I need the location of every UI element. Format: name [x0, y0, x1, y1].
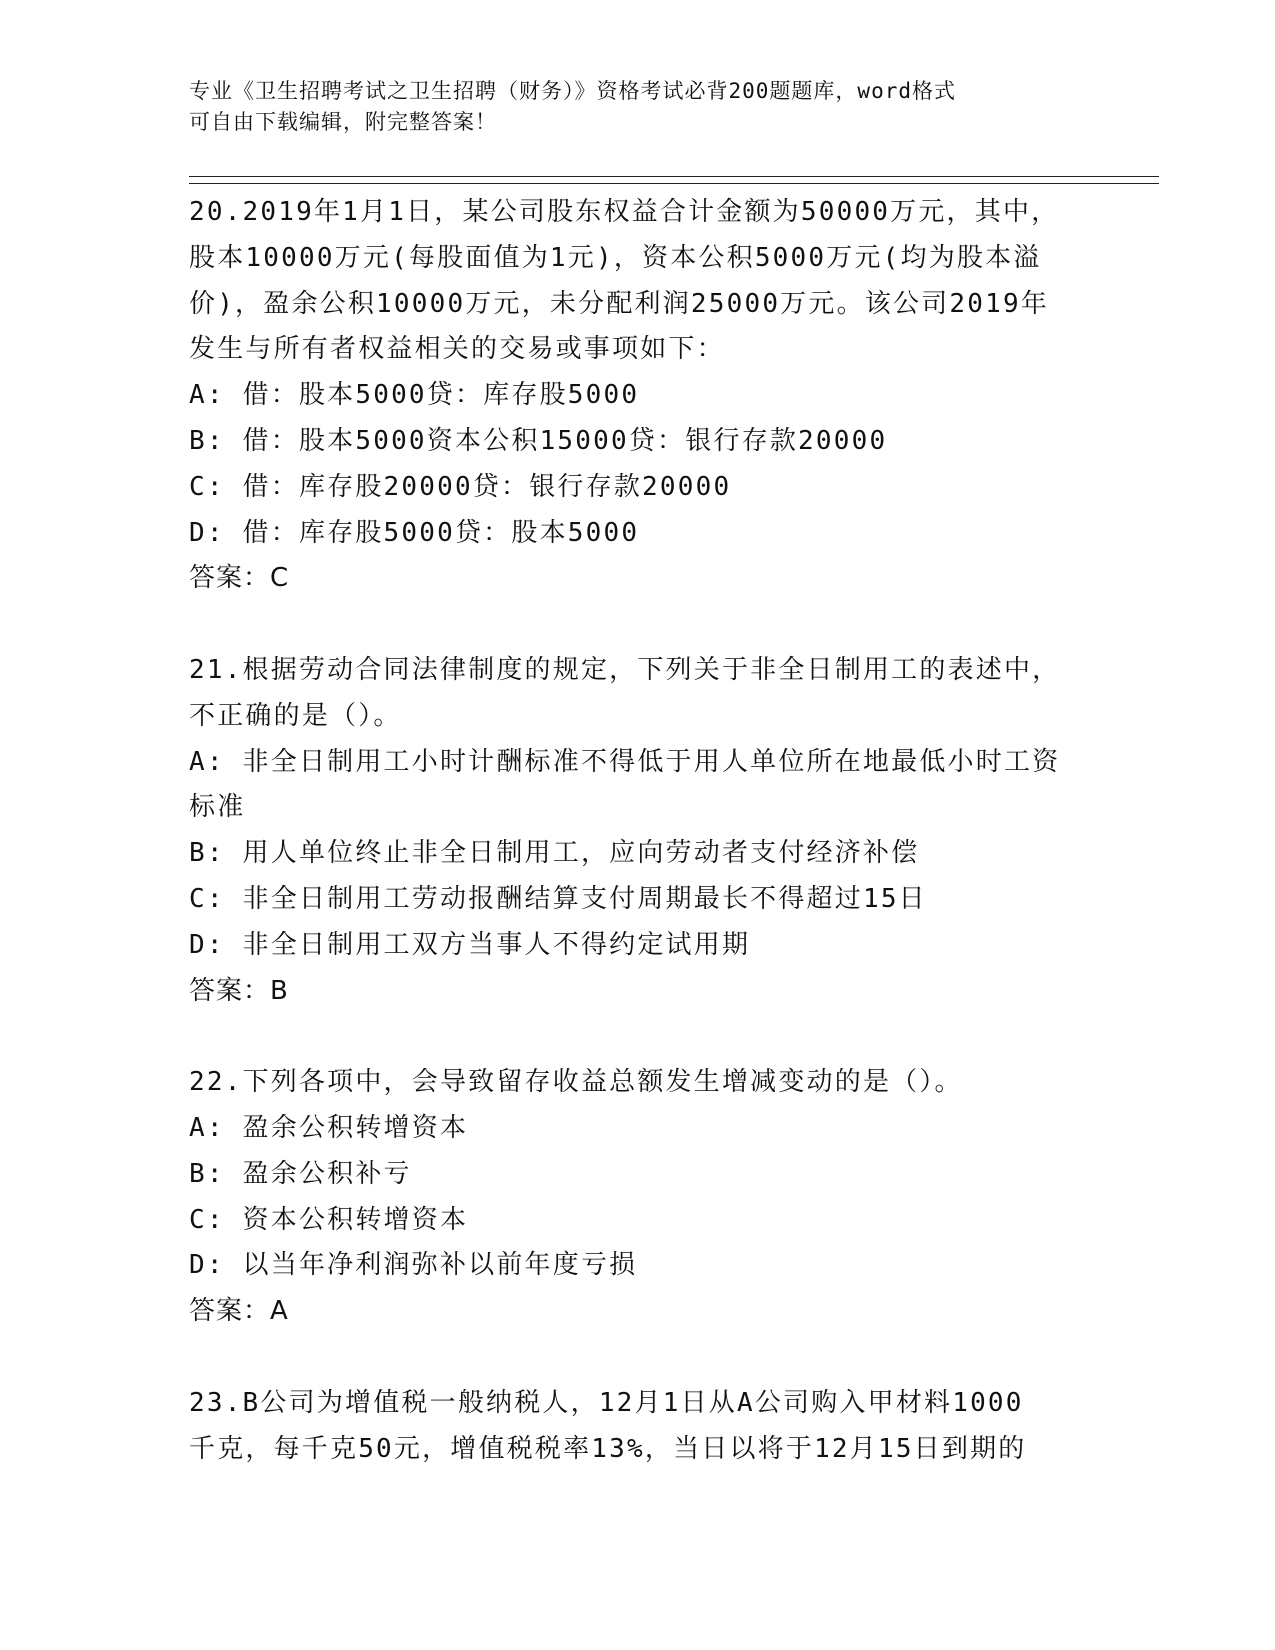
option-a: A: 非全日制用工小时计酬标准不得低于用人单位所在地最低小时工资 — [189, 746, 1061, 777]
header-line-2: 可自由下载编辑，附完整答案！ — [189, 110, 497, 134]
question-21 — [189, 648, 1089, 1014]
question-23 — [189, 1381, 1089, 1473]
option-b: B: 用人单位终止非全日制用工，应向劳动者支付经济补偿 — [189, 838, 920, 869]
header-divider-top — [189, 176, 1159, 177]
question-stem-line: 22.下列各项中，会导致留存收益总额发生增减变动的是（）。 — [189, 1067, 963, 1098]
question-stem-line: 价)，盈余公积10000万元，未分配利润25000万元。该公司2019年 — [189, 288, 1050, 319]
answer-label: 答案：A — [189, 1296, 289, 1327]
option-d: D: 借：库存股5000贷：股本5000 — [189, 517, 640, 548]
question-stem-line: 20.2019年1月1日，某公司股东权益合计金额为50000万元，其中， — [189, 197, 1060, 227]
option-b: B: 盈余公积补亏 — [189, 1158, 412, 1189]
option-b: B: 借：股本5000资本公积15000贷：银行存款20000 — [189, 425, 888, 456]
question-stem-line: 发生与所有者权益相关的交易或事项如下： — [189, 334, 725, 365]
question-stem-line: 21.根据劳动合同法律制度的规定，下列关于非全日制用工的表述中， — [189, 654, 1061, 685]
question-stem-line: 股本10000万元(每股面值为1元)，资本公积5000万元(均为股本溢 — [189, 242, 1042, 273]
question-22 — [189, 1060, 1089, 1335]
option-c: C: 非全日制用工劳动报酬结算支付周期最长不得超过15日 — [189, 883, 927, 914]
option-d: D: 非全日制用工双方当事人不得约定试用期 — [189, 929, 751, 960]
question-20 — [189, 190, 1089, 602]
question-stem-line: 23.B公司为增值税一般纳税人，12月1日从A公司购入甲材料1000 — [189, 1387, 1024, 1418]
option-a: A: 盈余公积转增资本 — [189, 1112, 469, 1143]
option-d: D: 以当年净利润弥补以前年度亏损 — [189, 1250, 638, 1281]
header-divider-bottom — [189, 183, 1159, 184]
question-list — [189, 190, 1089, 1518]
option-c: C: 资本公积转增资本 — [189, 1204, 469, 1235]
answer-label: 答案：C — [189, 563, 290, 594]
option-a-continued: 标准 — [189, 792, 246, 823]
option-a: A: 借：股本5000贷：库存股5000 — [189, 380, 640, 411]
answer-label: 答案：B — [189, 975, 289, 1006]
option-c: C: 借：库存股20000贷：银行存款20000 — [189, 471, 732, 502]
header-line-1: 专业《卫生招聘考试之卫生招聘（财务）》资格考试必背200题题库，word格式 — [189, 79, 956, 103]
document-header — [189, 76, 1089, 138]
question-stem-line: 不正确的是（）。 — [189, 700, 402, 731]
question-stem-line: 千克，每千克50元，增值税税率13%，当日以将于12月15日到期的 — [189, 1433, 1027, 1464]
